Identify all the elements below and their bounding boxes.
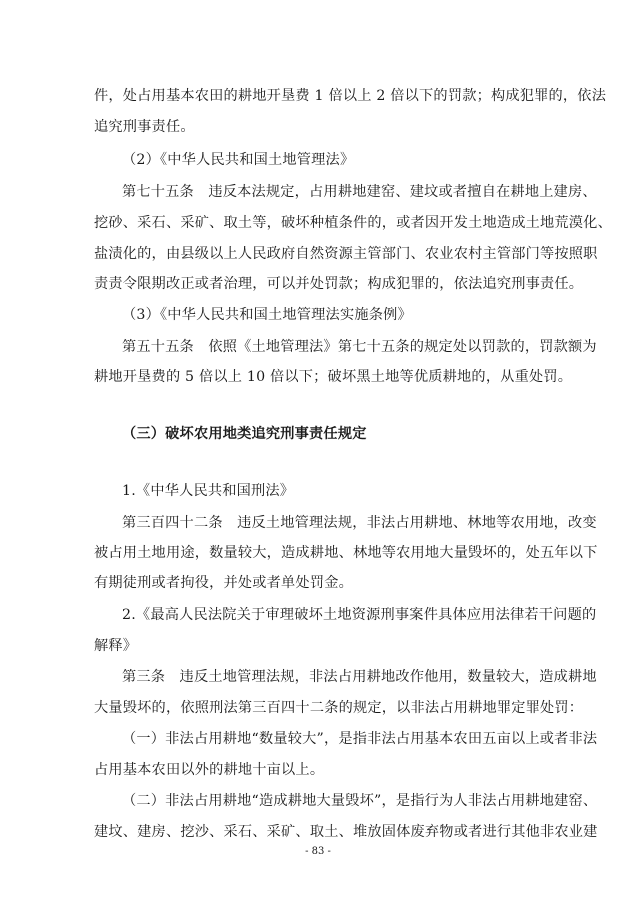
law-subheading: （3）《中华人民共和国土地管理法实施条例》: [122, 307, 412, 323]
law-title: 1.《中华人民共和国刑法》: [122, 483, 295, 499]
body-line: （一）非法占用耕地“数量较大”，是指非法占用基本农田五亩以上或者非法: [122, 731, 598, 747]
page-number: - 83 -: [305, 846, 331, 857]
body-line: 第三百四十二条 违反土地管理法规，非法占用耕地、林地等农用地，改变: [122, 515, 597, 531]
body-line: 建坟、建房、挖沙、采石、采矿、取土、堆放固体废弃物或者进行其他非农业建: [94, 824, 598, 840]
body-line: （二）非法占用耕地“造成耕地大量毁坏”，是指行为人非法占用耕地建窑、: [122, 793, 598, 809]
body-line: 耕地开垦费的 5 倍以上 10 倍以下；破坏黑土地等优质耕地的，从重处罚。: [94, 369, 573, 385]
body-line: 大量毁坏的，依照刑法第三百四十二条的规定，以非法占用耕地罪定罪处罚：: [94, 700, 584, 716]
body-line: 第三条 违反土地管理法规，非法占用耕地改作他用，数量较大，造成耕地: [122, 669, 597, 685]
section-heading: （三）破坏农用地类追究刑事责任规定: [122, 426, 367, 442]
body-line: 追究刑事责任。: [94, 119, 195, 135]
body-line: 责责令限期改正或者治理，可以并处罚款；构成犯罪的，依法追究刑事责任。: [94, 276, 584, 292]
body-line: 第五十五条 依照《土地管理法》第七十五条的规定处以罚款的，罚款额为: [122, 339, 597, 355]
body-line: 被占用土地用途，数量较大，造成耕地、林地等农用地大量毁坏的，处五年以下: [94, 545, 598, 561]
law-subheading: （2）《中华人民共和国土地管理法》: [122, 152, 355, 168]
body-line: 盐渍化的，由县级以上人民政府自然资源主管部门、农业农村主管部门等按照职: [94, 246, 598, 262]
body-line: 有期徒刑或者拘役，并处或者单处罚金。: [94, 575, 353, 591]
body-line: 件，处占用基本农田的耕地开垦费 1 倍以上 2 倍以下的罚款；构成犯罪的，依法: [94, 88, 607, 104]
law-title: 解释》: [94, 638, 138, 654]
body-line: 第七十五条 违反本法规定，占用耕地建窑、建坟或者擅自在耕地上建房、: [122, 184, 597, 200]
law-title: 2.《最高人民法院关于审理破坏土地资源刑事案件具体应用法律若干问题的: [122, 607, 597, 623]
body-line: 挖砂、采石、采矿、取土等，破坏种植条件的，或者因开发土地造成土地荒漠化、: [94, 215, 612, 231]
body-line: 占用基本农田以外的耕地十亩以上。: [94, 762, 325, 778]
